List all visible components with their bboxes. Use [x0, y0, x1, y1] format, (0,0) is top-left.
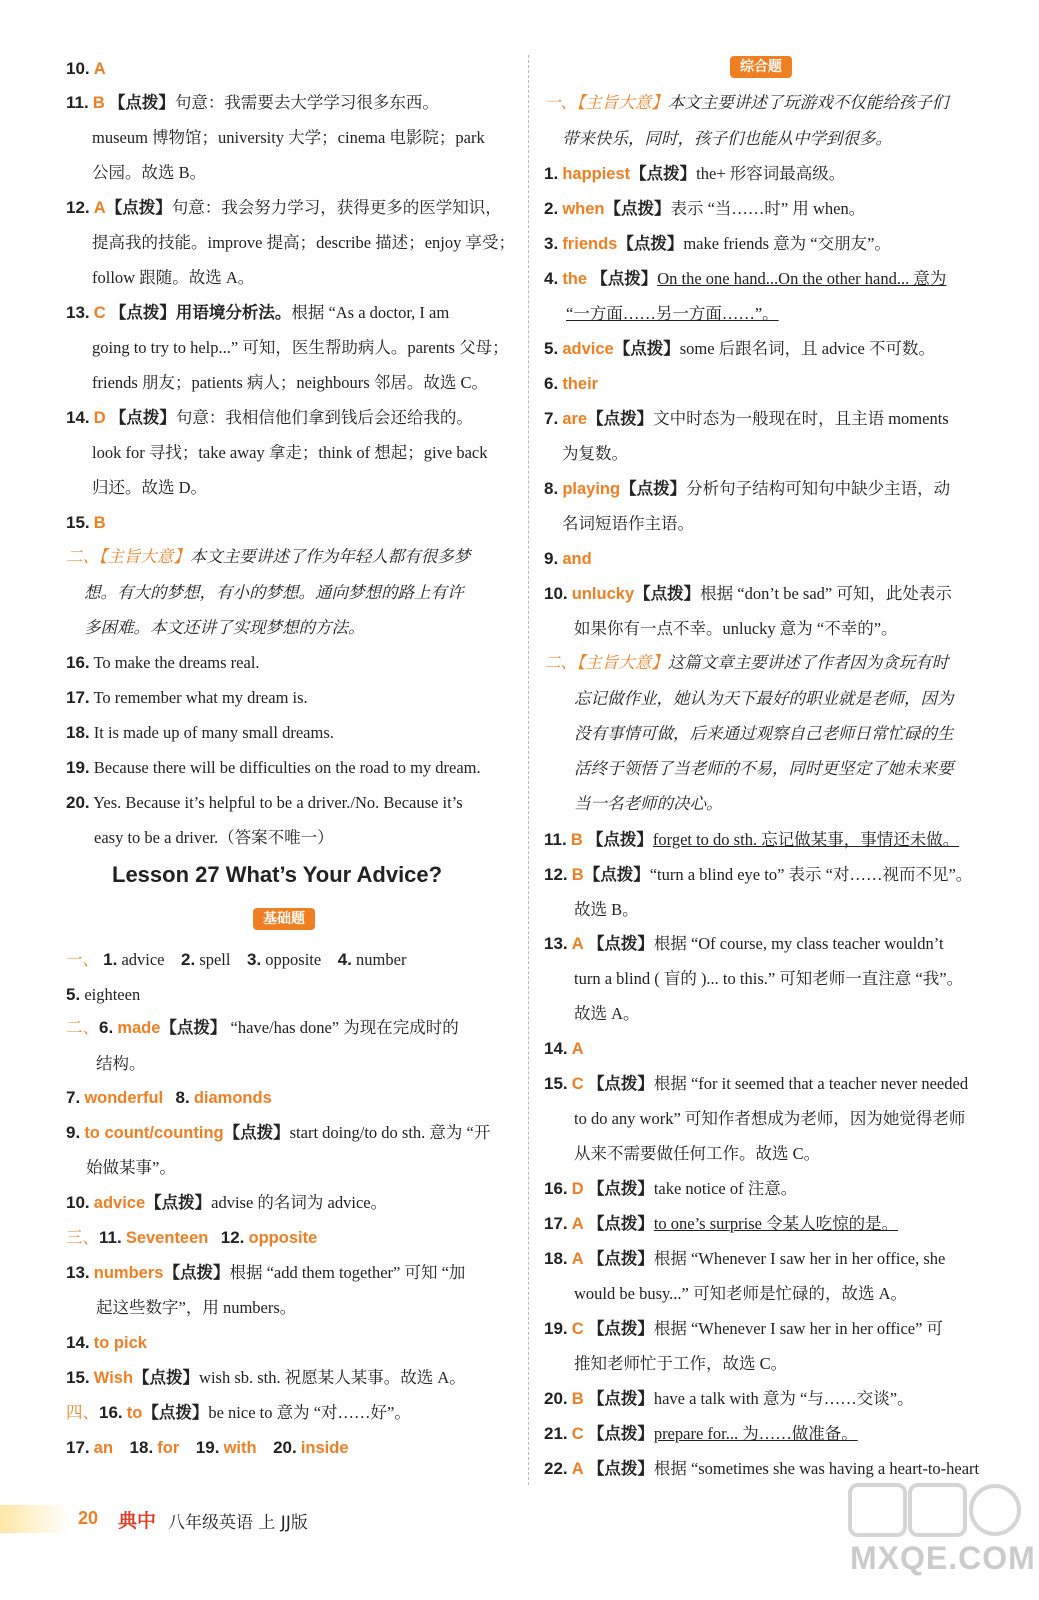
answer: A: [571, 935, 584, 953]
answer-word: number: [356, 950, 407, 969]
answer: D: [93, 409, 106, 427]
main-idea-tag: 【主旨大意】: [577, 93, 668, 112]
hint-tag: 【点拨】: [586, 830, 653, 849]
item-number: 9.: [66, 1123, 81, 1142]
book-title: 八年级英语 上 JJ版: [168, 1513, 308, 1533]
hint-tag: 【点拨】: [587, 1179, 654, 1198]
answer-line: [66, 1227, 317, 1249]
main-idea-text: 本文主要讲述了玩游戏不仅能给孩子们: [667, 93, 949, 112]
hint-tag: 【点拨】: [587, 1074, 654, 1093]
explanation-cont: 故选 B。: [574, 900, 639, 919]
answer-sentence: Because there will be difficulties on the road to my dream.: [93, 758, 481, 777]
answer-line: [544, 1178, 797, 1200]
explanation: to one’s surprise 令某人吃惊的是。: [653, 1214, 899, 1233]
answer: A: [571, 1215, 584, 1233]
answer-line: [66, 1087, 272, 1109]
explanation: take notice of 注意。: [653, 1179, 798, 1198]
answer-line: [66, 1367, 466, 1389]
item-number: 8.: [544, 479, 559, 498]
explanation: 文中时态为一般现在时，且主语 moments: [653, 409, 949, 428]
hint-tag: 【点拨】: [620, 479, 687, 498]
answer: Seventeen: [125, 1229, 209, 1247]
answer: C: [93, 304, 106, 322]
explanation: 根据 “sometimes she was having a heart-to-heart: [653, 1459, 980, 1478]
item-number: 8.: [175, 1088, 190, 1107]
item-number: 7.: [66, 1088, 81, 1107]
section-number: 一、: [66, 950, 99, 969]
answer: A: [571, 1250, 584, 1268]
answer: their: [562, 375, 599, 393]
answer-line: [544, 373, 598, 395]
item-number: 5.: [66, 985, 81, 1004]
answer: C: [571, 1320, 584, 1338]
main-idea-cont: 带来快乐，同时，孩子们也能从中学到很多。: [562, 129, 892, 148]
answer-line: [544, 1388, 914, 1410]
item-number: 1.: [544, 164, 559, 183]
explanation: be nice to 意为 “对……好”。: [208, 1403, 411, 1422]
answer-line: [66, 1017, 459, 1039]
answer-line: [544, 1458, 979, 1480]
answer-line: [66, 1437, 349, 1459]
explanation: “have/has done” 为现在完成时的: [230, 1018, 459, 1037]
main-idea-tag: 【主旨大意】: [577, 653, 668, 672]
answer-line: [544, 408, 949, 430]
item-number: 14.: [66, 1333, 90, 1352]
item-number: 17.: [66, 688, 90, 707]
explanation-cont: look for 寻找；take away 拿走；think of 想起；give back: [92, 443, 488, 462]
hint-tag: 【点拨】: [587, 1424, 654, 1443]
main-idea-text: 本文主要讲述了作为年轻人都有很多梦: [189, 547, 471, 566]
item-number: 11.: [66, 93, 89, 112]
hint-tag: 【点拨】: [613, 339, 680, 358]
answer-line: [544, 933, 944, 955]
hint-tag: 【点拨】: [160, 1018, 227, 1037]
item-number: 2.: [544, 199, 559, 218]
explanation-cont: 提高我的技能。improve 提高；describe 描述；enjoy 享受；: [92, 233, 515, 252]
explanation: 表示 “当……时” 用 when。: [670, 199, 866, 218]
explanation-cont: 归还。故选 D。: [92, 478, 208, 497]
explanation: make friends 意为 “交朋友”。: [683, 234, 891, 253]
hint-tag: 【点拨】用语境分析法。: [109, 303, 292, 322]
explanation-cont: 推知老师忙于工作，故选 C。: [574, 1354, 788, 1373]
item-number: 18.: [66, 723, 90, 742]
item-number: 6.: [544, 374, 559, 393]
answer: to pick: [93, 1334, 147, 1352]
answer: when: [562, 200, 605, 218]
item-number: 1.: [103, 950, 118, 969]
answer: Wish: [93, 1369, 134, 1387]
item-number: 19.: [195, 1438, 220, 1457]
item-number: 20.: [544, 1389, 568, 1408]
item-number: 3.: [544, 234, 559, 253]
explanation-cont: 名词短语作主语。: [562, 514, 694, 533]
answer-line: [544, 1213, 898, 1235]
answer: are: [562, 410, 588, 428]
item-number: 11.: [99, 1228, 122, 1247]
explanation-cont: friends 朋友；patients 病人；neighbours 邻居。故选 C。: [92, 373, 488, 392]
explanation: 根据 “add them together” 可知 “加: [229, 1263, 466, 1282]
answer-line: [544, 1073, 968, 1095]
lesson-title: Lesson 27 What’s Your Advice?: [112, 862, 443, 887]
item-number: 17.: [544, 1214, 568, 1233]
answer-line: [544, 1248, 945, 1270]
answer-line: [544, 198, 865, 220]
answer-sentence: To make the dreams real.: [93, 653, 260, 672]
answer: A: [571, 1460, 584, 1478]
hint-tag: 【点拨】: [163, 1263, 230, 1282]
hint-tag: 【点拨】: [223, 1123, 290, 1142]
explanation: forget to do sth. 忘记做某事，事情还未做。: [652, 830, 960, 849]
item-number: 21.: [544, 1424, 568, 1443]
hint-tag: 【点拨】: [133, 1368, 200, 1387]
hint-tag: 【点拨】: [587, 1214, 654, 1233]
answer-word: eighteen: [84, 985, 141, 1004]
item-number: 14.: [544, 1039, 568, 1058]
answer: inside: [300, 1439, 349, 1457]
section-number: 四、: [66, 1403, 99, 1422]
explanation: some 后跟名词，且 advice 不可数。: [679, 339, 935, 358]
item-number: 3.: [246, 950, 262, 969]
answer-line: [544, 829, 959, 851]
hint-tag: 【点拨】: [108, 93, 175, 112]
answer: the: [562, 270, 588, 288]
item-number: 4.: [544, 269, 559, 288]
answer-line: [66, 302, 449, 324]
answer-line: [66, 1332, 147, 1354]
hint-tag: 【点拨】: [591, 269, 658, 288]
hint-tag: 【点拨】: [634, 584, 701, 603]
answer: to: [126, 1404, 143, 1422]
answer-line: [66, 652, 260, 674]
explanation: 根据 “Of course, my class teacher wouldn’t: [653, 934, 944, 953]
explanation: 根据 “don’t be sad” 可知，此处表示: [700, 584, 952, 603]
explanation-cont: 始做某事”。: [86, 1158, 176, 1177]
hint-tag: 【点拨】: [604, 199, 671, 218]
answer: B: [92, 94, 105, 112]
answer-line: [544, 338, 935, 360]
answer: made: [117, 1019, 161, 1037]
answer: for: [157, 1439, 180, 1457]
item-number: 13.: [544, 934, 568, 953]
answer: diamonds: [193, 1089, 272, 1107]
explanation-cont: 起这些数字”，用 numbers。: [96, 1298, 297, 1317]
explanation-cont: 公园。故选 B。: [92, 163, 207, 182]
section-number: 二、: [66, 547, 99, 566]
item-number: 14.: [66, 408, 90, 427]
answer: with: [223, 1439, 257, 1457]
answer-line: [544, 1318, 943, 1340]
answer: to count/counting: [84, 1124, 224, 1142]
item-number: 13.: [66, 1263, 90, 1282]
explanation: 句意：我相信他们拿到钱后会还给我的。: [175, 408, 473, 427]
footer-accent-band: [0, 1505, 70, 1533]
main-idea-text: 这篇文章主要讲述了作者因为贪玩有时: [667, 653, 949, 672]
answer: and: [562, 550, 592, 568]
item-number: 19.: [544, 1319, 568, 1338]
answer-line: [544, 1423, 858, 1445]
answer-line: [544, 478, 950, 500]
item-number: 17.: [66, 1438, 90, 1457]
section-number: 二、: [66, 1018, 99, 1037]
answer-line: [66, 949, 406, 971]
main-idea-cont: 多困难。本文还讲了实现梦想的方法。: [84, 618, 365, 637]
explanation: 句意：我会努力学习，获得更多的医学知识，: [171, 198, 502, 217]
item-number: 12.: [544, 865, 568, 884]
explanation: have a talk with 意为 “与……交谈”。: [653, 1389, 914, 1408]
answer: B: [570, 831, 583, 849]
main-idea-cont: 活终于领悟了当老师的不易，同时更坚定了她未来要: [574, 759, 954, 778]
main-idea-cont: 想。有大的梦想，有小的梦想。通向梦想的路上有许: [84, 583, 464, 602]
answer-line: [544, 233, 891, 255]
explanation: 根据 “Whenever I saw her in her office” 可: [653, 1319, 944, 1338]
answer-line: [66, 1402, 411, 1424]
answer-sentence-cont: easy to be a driver.（答案不唯一）: [94, 828, 334, 847]
item-number: 22.: [544, 1459, 568, 1478]
explanation-cont: 如果你有一点不幸。unlucky 意为 “不幸的”。: [574, 619, 898, 638]
section-number: 二、: [544, 653, 577, 672]
item-number: 18.: [544, 1249, 568, 1268]
hint-tag: 【点拨】: [587, 1319, 654, 1338]
answer: wonderful: [84, 1089, 164, 1107]
main-idea-tag: 【主旨大意】: [99, 547, 190, 566]
main-idea-cont: 忘记做作业，她认为天下最好的职业就是老师，因为: [574, 689, 954, 708]
hint-tag: 【点拨】: [142, 1403, 209, 1422]
explanation: advise 的名词为 advice。: [211, 1193, 388, 1212]
answer: advice: [562, 340, 614, 358]
item-number: 19.: [66, 758, 90, 777]
answer-line: [66, 92, 439, 114]
hint-tag: 【点拨】: [145, 1193, 212, 1212]
explanation-cont: to do any work” 可知作者想成为老师，因为她觉得老师: [574, 1109, 966, 1128]
answer-line: [66, 407, 473, 429]
explanation-cont: going to try to help...” 可知，医生帮助病人。parents 父母；: [92, 338, 509, 357]
item-number: 11.: [544, 830, 567, 849]
answer: unlucky: [571, 585, 635, 603]
item-number: 2.: [181, 950, 196, 969]
item-number: 6.: [99, 1018, 114, 1037]
hint-tag: 【点拨】: [109, 408, 176, 427]
answer: advice: [93, 1194, 146, 1212]
hint-tag: 【点拨】: [630, 164, 697, 183]
answer: A: [571, 1040, 584, 1058]
main-idea-line: [66, 546, 470, 568]
explanation: On the one hand...On the other hand... 意为: [657, 269, 947, 288]
answer-line: [544, 583, 952, 605]
watermark-text: MXQE.COM: [850, 1540, 1036, 1576]
answer-word: spell: [199, 950, 231, 969]
item-number: 7.: [544, 409, 559, 428]
answer-line: [66, 687, 308, 709]
item-number: 15.: [544, 1074, 568, 1093]
answer: A: [93, 60, 106, 78]
hint-tag: 【点拨】: [587, 1459, 654, 1478]
main-idea-line: [544, 652, 948, 674]
item-number: 4.: [337, 950, 352, 969]
comprehensive-section-badge: 综合题: [730, 56, 792, 78]
section-number: 一、: [544, 93, 577, 112]
explanation-cont: follow 跟随。故选 A。: [92, 268, 255, 287]
answer-line: [66, 1262, 465, 1284]
answer: C: [571, 1425, 584, 1443]
item-number: 13.: [66, 303, 90, 322]
hint-tag: 【点拨】: [583, 865, 650, 884]
answer-word: opposite: [265, 950, 322, 969]
section-number: 三、: [66, 1228, 99, 1247]
answer: B: [571, 1390, 584, 1408]
explanation-cont: 从来不需要做任何工作。故选 C。: [574, 1144, 821, 1163]
explanation-cont: “一方面……另一方面……”。: [566, 304, 779, 323]
answer: happiest: [562, 165, 631, 183]
answer-line: [66, 757, 481, 779]
answer: B: [93, 514, 106, 532]
explanation-cont: 结构。: [96, 1054, 146, 1073]
explanation-cont: museum 博物馆；university 大学；cinema 电影院；park: [92, 128, 485, 147]
explanation: the+ 形容词最高级。: [696, 164, 846, 183]
explanation: start doing/to do sth. 意为 “开: [289, 1123, 491, 1142]
explanation: 分析句子结构可知句中缺少主语，动: [686, 479, 951, 498]
item-number: 18.: [129, 1438, 154, 1457]
explanation: 根据 “Whenever I saw her in her office, she: [653, 1249, 946, 1268]
item-number: 16.: [99, 1403, 123, 1422]
explanation-cont: turn a blind ( 盲的 )... to this.” 可知老师一直注意 “我”。: [574, 969, 964, 988]
explanation-cont: 故选 A。: [574, 1004, 640, 1023]
hint-tag: 【点拨】: [617, 234, 684, 253]
hint-tag: 【点拨】: [105, 198, 172, 217]
answer: an: [93, 1439, 114, 1457]
answer-line: [544, 268, 946, 290]
item-number: 5.: [544, 339, 559, 358]
answer-sentence: It is made up of many small dreams.: [93, 723, 334, 742]
answer-line: [544, 163, 845, 185]
answer-line: [66, 792, 463, 814]
item-number: 10.: [66, 1193, 90, 1212]
brand-logo: 典中: [118, 1510, 157, 1532]
explanation: wish sb. sth. 祝愿某人某事。故选 A。: [199, 1368, 466, 1387]
item-number: 15.: [66, 1368, 90, 1387]
answer: D: [571, 1180, 584, 1198]
answer-sentence: Yes. Because it’s helpful to be a driver./No. Because it’s: [93, 793, 463, 812]
explanation: 根据 “As a doctor, I am: [291, 303, 450, 322]
hint-tag: 【点拨】: [587, 934, 654, 953]
answer-line: [66, 58, 106, 80]
answer-line: [66, 722, 334, 744]
main-idea-cont: 当一名老师的决心。: [574, 794, 723, 813]
item-number: 20.: [273, 1438, 297, 1457]
main-idea-line: [544, 92, 948, 114]
hint-tag: 【点拨】: [587, 1249, 654, 1268]
main-idea-cont: 没有事情可做，后来通过观察自己老师日常忙碌的生: [574, 724, 954, 743]
basic-section-badge: 基础题: [253, 908, 315, 930]
item-number: 20.: [66, 793, 90, 812]
answer: friends: [562, 235, 618, 253]
answer-sentence: To remember what my dream is.: [93, 688, 308, 707]
answer-line: [544, 1038, 584, 1060]
hint-tag: 【点拨】: [587, 1389, 654, 1408]
answer: numbers: [93, 1264, 164, 1282]
answer-line: [544, 548, 592, 570]
item-number: 12.: [66, 198, 90, 217]
answer: B: [571, 866, 584, 884]
explanation: 句意：我需要去大学学习很多东西。: [174, 93, 439, 112]
explanation: “turn a blind eye to” 表示 “对……视而不见”。: [649, 865, 973, 884]
answer-line: [66, 1192, 387, 1214]
answer: C: [571, 1075, 584, 1093]
explanation: 根据 “for it seemed that a teacher never needed: [653, 1074, 969, 1093]
explanation-cont: 为复数。: [562, 444, 628, 463]
item-number: 15.: [66, 513, 90, 532]
answer-line: [66, 984, 140, 1006]
answer: opposite: [248, 1229, 318, 1247]
answer: playing: [562, 480, 621, 498]
answer: A: [93, 199, 106, 217]
answer-line: [544, 864, 972, 886]
answer-line: [66, 1122, 490, 1144]
column-divider: [528, 55, 529, 1485]
explanation: prepare for... 为……做准备。: [653, 1424, 858, 1443]
hint-tag: 【点拨】: [587, 409, 654, 428]
item-number: 16.: [66, 653, 90, 672]
answer-line: [66, 512, 106, 534]
item-number: 9.: [544, 549, 559, 568]
page-number: 20: [78, 1508, 99, 1528]
explanation-cont: would be busy...” 可知老师是忙碌的，故选 A。: [574, 1284, 908, 1303]
answer-word: advice: [121, 950, 165, 969]
answer-line: [66, 197, 502, 219]
item-number: 12.: [220, 1228, 245, 1247]
item-number: 10.: [544, 584, 568, 603]
item-number: 10.: [66, 59, 90, 78]
item-number: 16.: [544, 1179, 568, 1198]
